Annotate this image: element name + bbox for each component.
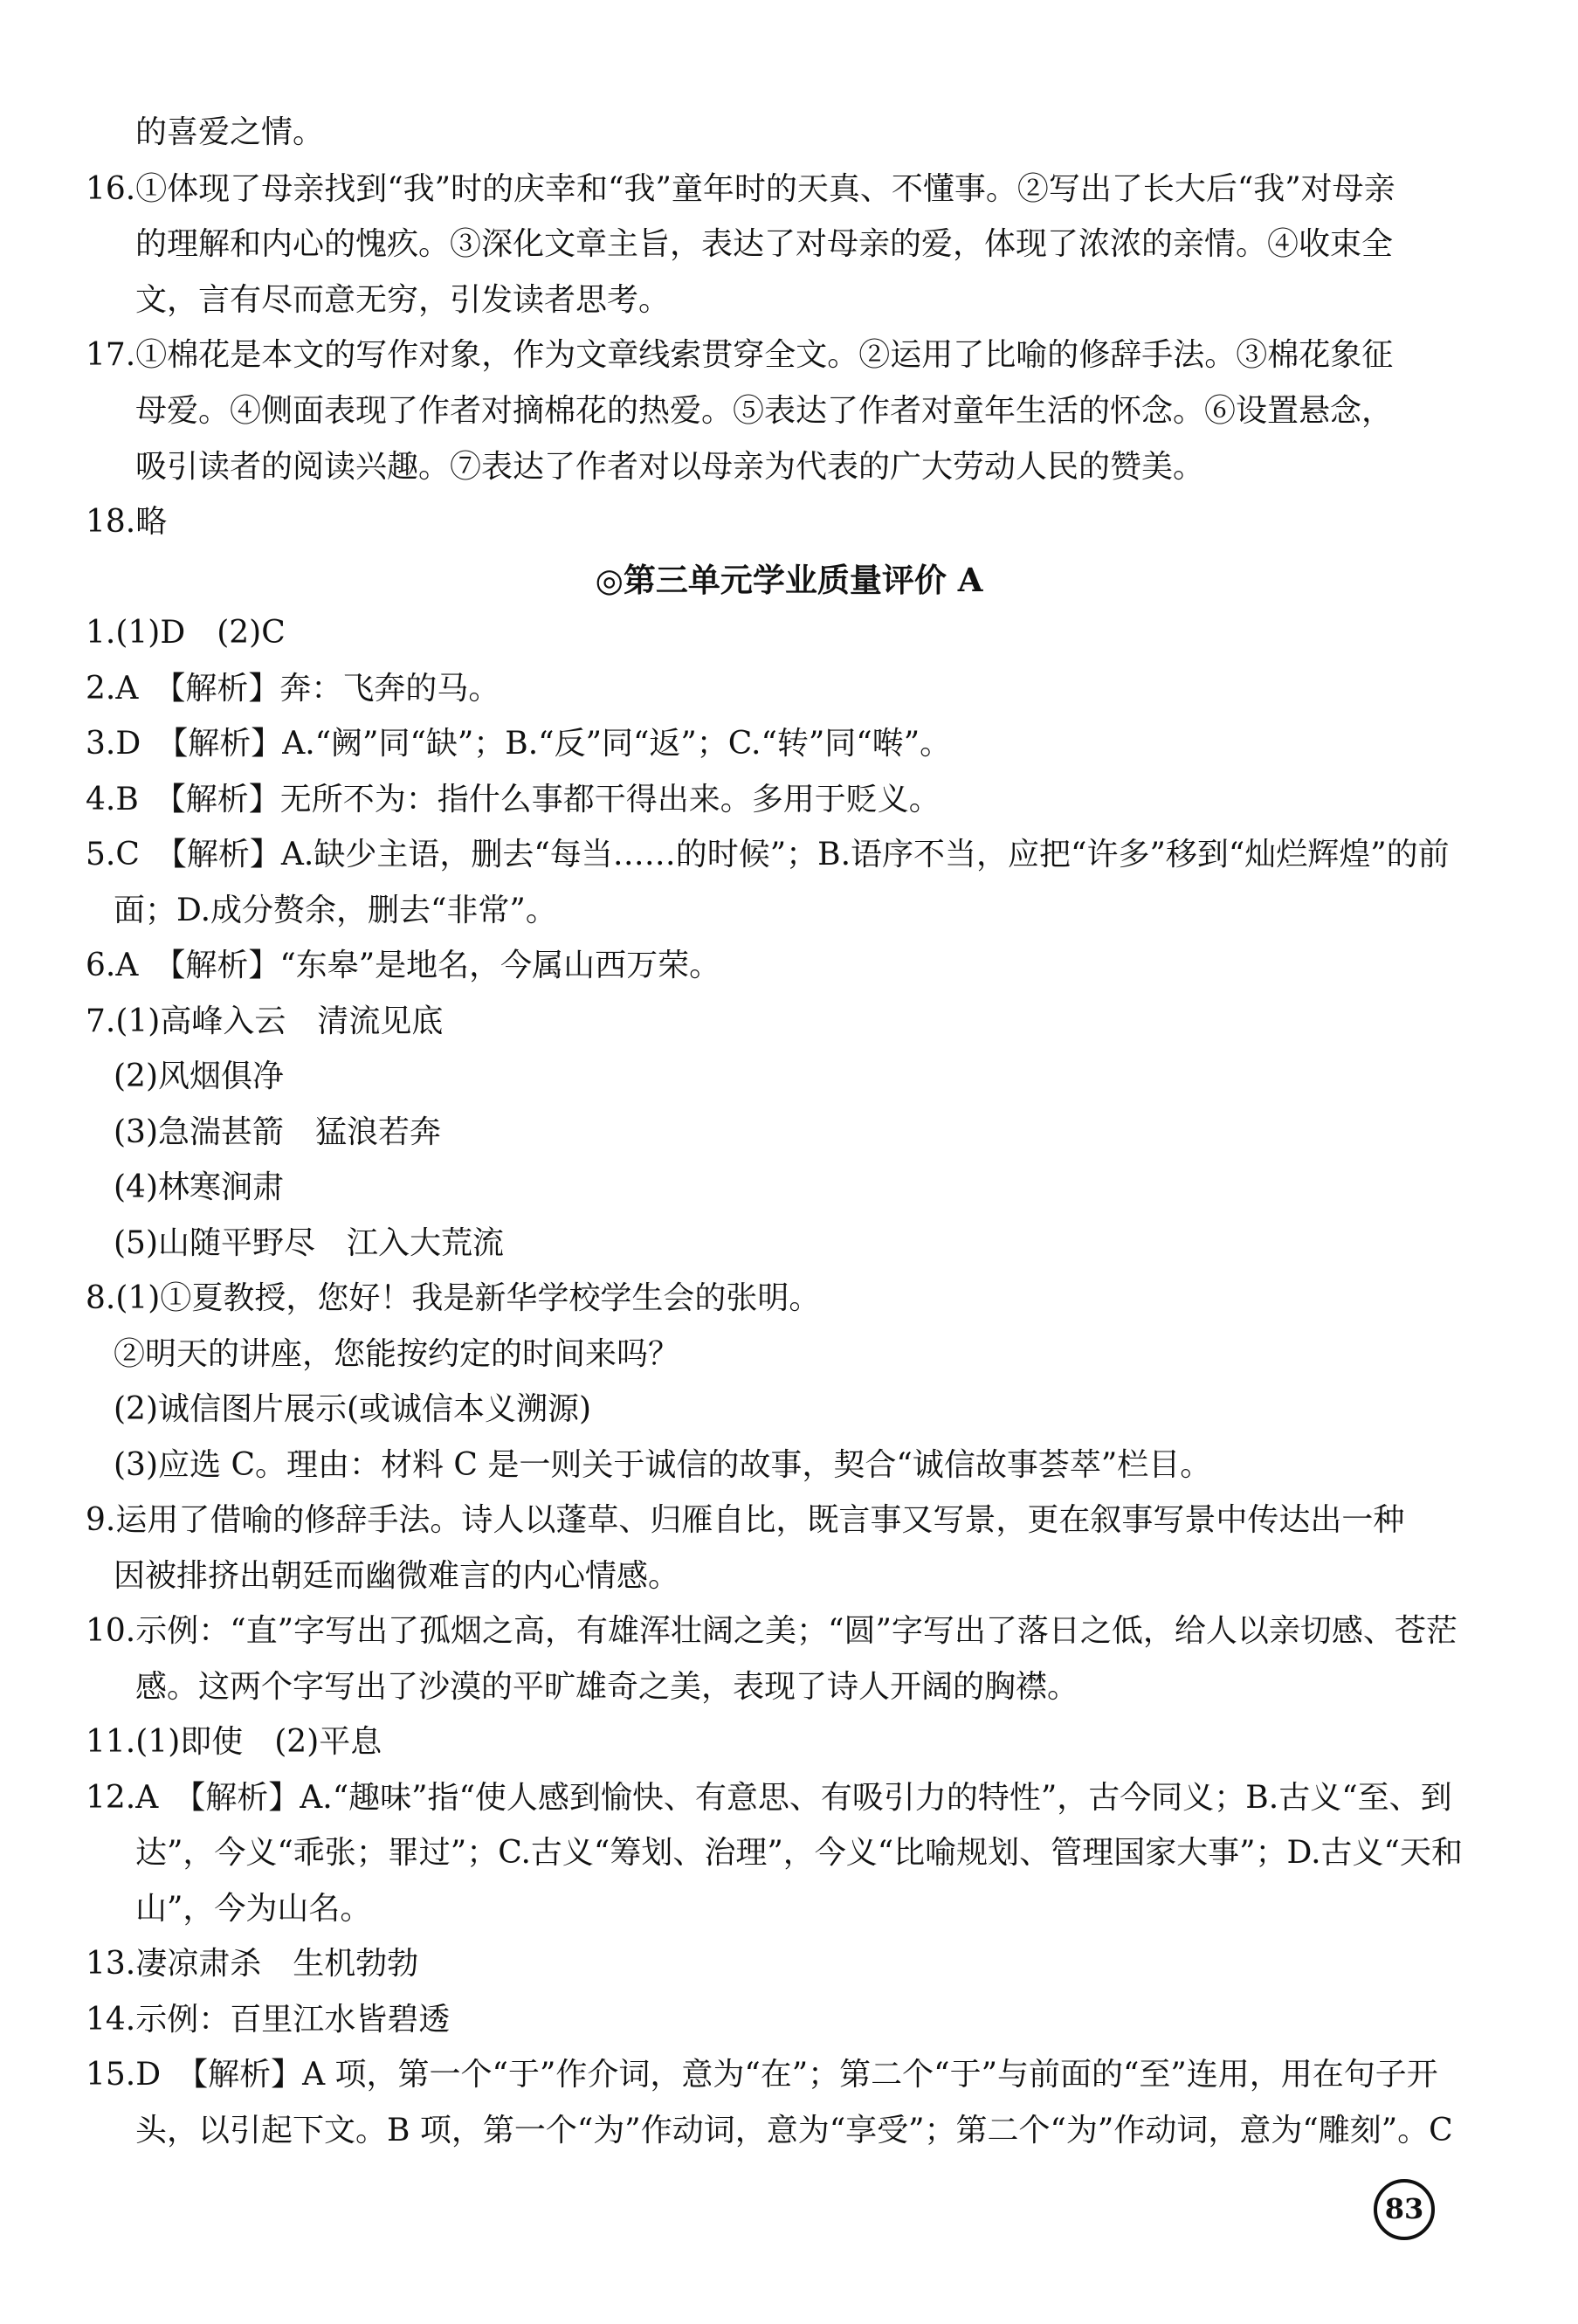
text-line: 吸引读者的阅读兴趣。⑦表达了作者对以母亲为代表的广大劳动人民的赞美。 [135,449,1205,485]
text-line: 18.略 [86,504,168,540]
text-line: 6.A 【解析】“东皋”是地名，今属山西万荣。 [86,948,721,983]
section-heading: ◎第三单元学业质量评价 A [595,561,983,599]
text-line: 13.凄凉肃杀 生机勃勃 [86,1946,419,1982]
page-number: 83 [1374,2179,1435,2240]
text-line: (2)诚信图片展示(或诚信本义溯源) [114,1391,592,1427]
text-line: (2)风烟俱净 [114,1059,284,1094]
text-line: (3)应选 C。理由：材料 C 是一则关于诚信的故事，契合“诚信故事荟萃”栏目。 [114,1447,1212,1483]
text-line: 文，言有尽而意无穷，引发读者思考。 [135,282,671,318]
text-line: 12.A 【解析】A.“趣味”指“使人感到愉快、有意思、有吸引力的特性”，古今同义；B.古义“至、到 [86,1780,1452,1816]
text-line: 10.示例：“直”字写出了孤烟之高，有雄浑壮阔之美；“圆”字写出了落日之低，给人以亲切感、苍茫 [86,1613,1457,1649]
text-line: ②明天的讲座，您能按约定的时间来吗？ [114,1336,680,1372]
text-line: 2.A 【解析】奔：飞奔的马。 [86,671,500,707]
text-line: 面；D.成分赘余，删去“非常”。 [114,893,557,928]
text-line: 感。这两个字写出了沙漠的平旷雄奇之美，表现了诗人开阔的胸襟。 [135,1669,1079,1705]
text-line: 山”，今为山名。 [135,1891,372,1927]
text-line: 11.(1)即使 (2)平息 [86,1724,382,1760]
text-line: 14.示例：百里江水皆碧透 [86,2002,451,2038]
text-line: 4.B 【解析】无所不为：指什么事都干得出来。多用于贬义。 [86,782,941,817]
text-line: (5)山随平野尽 江入大荒流 [114,1225,504,1261]
text-line: 7.(1)高峰入云 清流见底 [86,1003,444,1039]
text-line: 的理解和内心的愧疚。③深化文章主旨，表达了对母亲的爱，体现了浓浓的亲情。④收束全 [135,226,1394,262]
text-line: 1.(1)D (2)C [86,615,286,651]
text-line: 8.(1)①夏教授，您好！我是新华学校学生会的张明。 [86,1280,821,1316]
text-line: 达”，今义“乖张；罪过”；C.古义“筹划、治理”，今义“比喻规划、管理国家大事”；D.古义“天和 [135,1835,1463,1871]
text-line: 3.D 【解析】A.“阙”同“缺”；B.“反”同“返”；C.“转”同“啭”。 [86,726,952,762]
text-line: 因被排挤出朝廷而幽微难言的内心情感。 [114,1558,680,1594]
text-line: (3)急湍甚箭 猛浪若奔 [114,1114,441,1150]
text-line: 16.①体现了母亲找到“我”时的庆幸和“我”童年时的天真、不懂事。②写出了长大后“我”对母亲 [86,171,1395,207]
text-line: 母爱。④侧面表现了作者对摘棉花的热爱。⑤表达了作者对童年生活的怀念。⑥设置悬念， [135,393,1394,429]
text-line: 5.C 【解析】A.缺少主语，删去“每当……的时候”；B.语序不当，应把“许多”移到“灿烂辉煌”的前 [86,837,1450,872]
text-line: 的喜爱之情。 [135,114,325,150]
text-line: 17.①棉花是本文的写作对象，作为文章线索贯穿全文。②运用了比喻的修辞手法。③棉花象征 [86,337,1394,373]
text-line: (4)林寒涧肃 [114,1169,284,1205]
text-line: 头，以引起下文。B 项，第一个“为”作动词，意为“享受”；第二个“为”作动词，意为“雕刻”。C [135,2113,1453,2148]
text-line: 15.D 【解析】A 项，第一个“于”作介词，意为“在”；第二个“于”与前面的“至”连用，用在句子开 [86,2057,1438,2093]
text-line: 9.运用了借喻的修辞手法。诗人以蓬草、归雁自比，既言事又写景，更在叙事写景中传达出一种 [86,1502,1405,1538]
